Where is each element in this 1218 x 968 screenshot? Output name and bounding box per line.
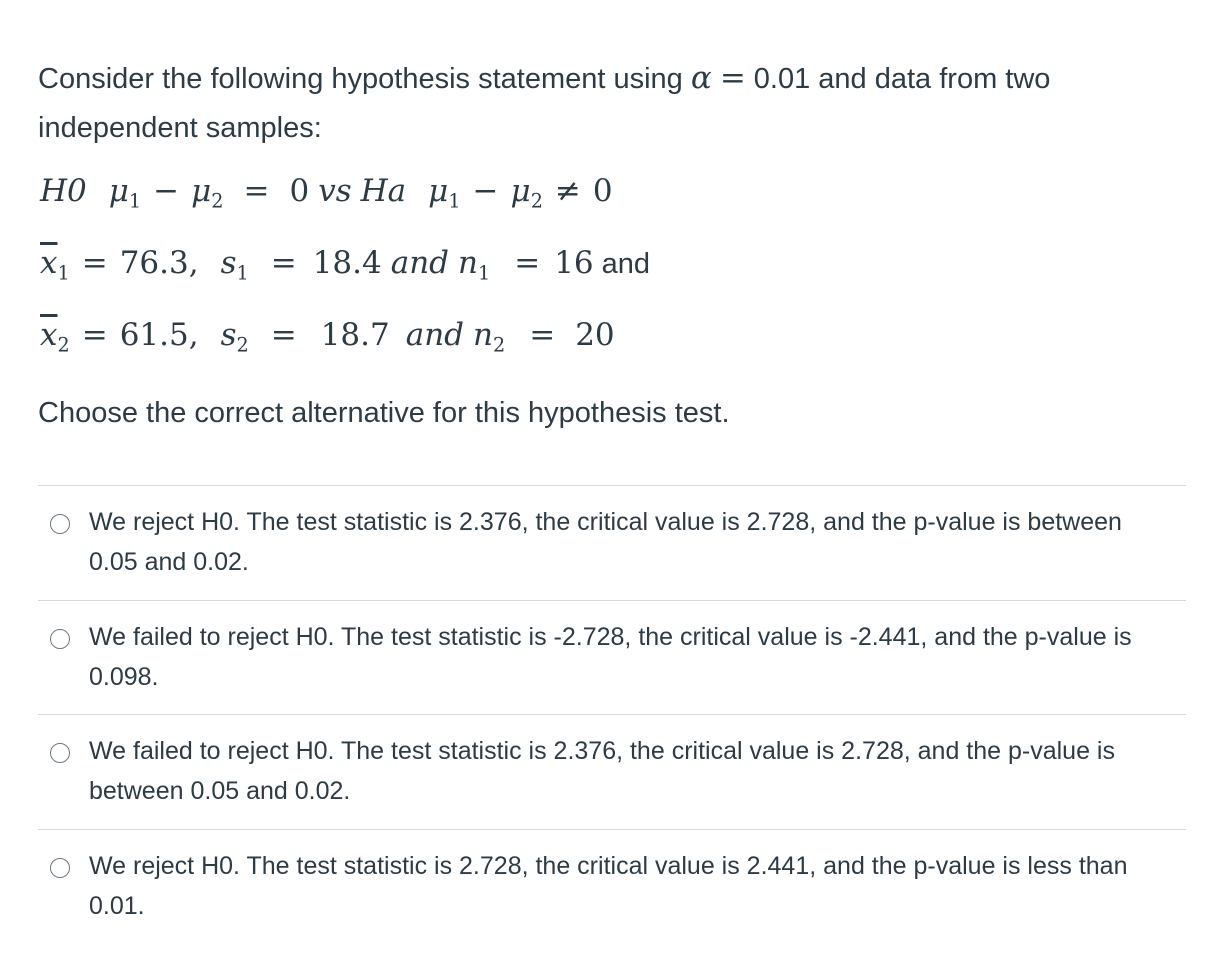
n2-symbol: n <box>473 317 493 353</box>
sample1-sd: 18.4 <box>312 245 382 281</box>
n1-equals: = <box>514 245 541 281</box>
mu2-subscript: 2 <box>211 189 224 213</box>
sample1-tail: and <box>601 248 651 280</box>
s1-symbol: s <box>220 245 237 281</box>
null-value: 0 <box>289 173 310 209</box>
sample2-sd: 18.7 <box>320 317 390 353</box>
n1-subscript: 1 <box>478 261 491 285</box>
h0-label: H0 <box>40 173 87 209</box>
answer-text-4[interactable]: We reject H0. The test statistic is 2.728, the critical value is 2.441, and the p-value is less than 0.01. <box>89 851 1128 920</box>
alpha-equals: = <box>719 60 746 96</box>
mu1-alt-symbol: μ <box>428 173 449 209</box>
answer-list <box>38 485 1186 943</box>
mu1-alt-subscript: 1 <box>448 189 461 213</box>
mu1-subscript: 1 <box>128 189 142 213</box>
alt-value: 0 <box>592 173 613 209</box>
sample1-and: and <box>390 245 450 281</box>
question-prompt <box>38 54 1188 153</box>
not-equal-sign: ≠ <box>554 173 581 209</box>
sample1-size: 16 <box>554 245 594 281</box>
alpha-symbol: α <box>690 60 712 96</box>
mu2-alt-symbol: μ <box>510 173 531 209</box>
xbar1-subscript: 1 <box>57 261 70 285</box>
vs-label: vs <box>318 173 352 209</box>
mu2-symbol: μ <box>191 173 212 209</box>
s1-subscript: 1 <box>236 261 249 285</box>
sample1-statement <box>40 245 651 285</box>
ha-label: Ha <box>360 173 407 209</box>
question-instruction: Choose the correct alternative for this hypothesis test. <box>38 397 730 429</box>
sample2-and: and <box>405 317 465 353</box>
sample1-mean: 76.3, <box>119 245 199 281</box>
s2-subscript: 2 <box>236 333 249 357</box>
s2-symbol: s <box>220 317 237 353</box>
xbar1-symbol: $\overline{x}$ <box>40 245 58 281</box>
sample2-statement <box>40 317 615 357</box>
answer-option-4[interactable] <box>38 829 1186 944</box>
mu2-alt-subscript: 2 <box>530 189 543 213</box>
sample2-mean: 61.5, <box>119 317 199 353</box>
minus-sign: − <box>153 173 180 209</box>
radio-button-1[interactable] <box>50 514 70 534</box>
answer-option-3[interactable] <box>38 714 1186 829</box>
answer-option-1[interactable] <box>38 485 1186 600</box>
s2-equals: = <box>270 317 297 353</box>
minus-alt-sign: − <box>472 173 499 209</box>
n2-equals: = <box>529 317 556 353</box>
mu1-symbol: μ <box>108 173 129 209</box>
n1-symbol: n <box>458 245 478 281</box>
hypothesis-statement <box>40 173 613 213</box>
prompt-alpha-value: 0.01 and data from two independent samples: <box>38 63 1051 144</box>
answer-text-1[interactable]: We reject H0. The test statistic is 2.376, the critical value is 2.728, and the p-value is between 0.05 and 0.02. <box>89 508 1122 576</box>
answer-text-3[interactable]: We failed to reject H0. The test statistic is 2.376, the critical value is 2.728, and the p-value is between 0.05 and 0.02. <box>89 737 1115 805</box>
radio-button-4[interactable] <box>50 858 70 878</box>
xbar1-equals: = <box>81 245 108 281</box>
answer-text-2[interactable]: We failed to reject H0. The test statistic is -2.728, the critical value is -2.441, and the p-value is 0.098. <box>89 622 1132 691</box>
xbar2-symbol: $\overline{x}$ <box>40 317 58 353</box>
equals-sign: = <box>243 173 270 209</box>
answer-option-2[interactable] <box>38 600 1186 715</box>
radio-button-3[interactable] <box>50 743 70 763</box>
s1-equals: = <box>270 245 297 281</box>
xbar2-equals: = <box>81 317 108 353</box>
radio-button-2[interactable] <box>50 629 70 649</box>
sample2-size: 20 <box>575 317 615 353</box>
n2-subscript: 2 <box>493 333 506 357</box>
xbar2-subscript: 2 <box>57 333 70 357</box>
prompt-intro: Consider the following hypothesis statement using <box>38 63 691 95</box>
